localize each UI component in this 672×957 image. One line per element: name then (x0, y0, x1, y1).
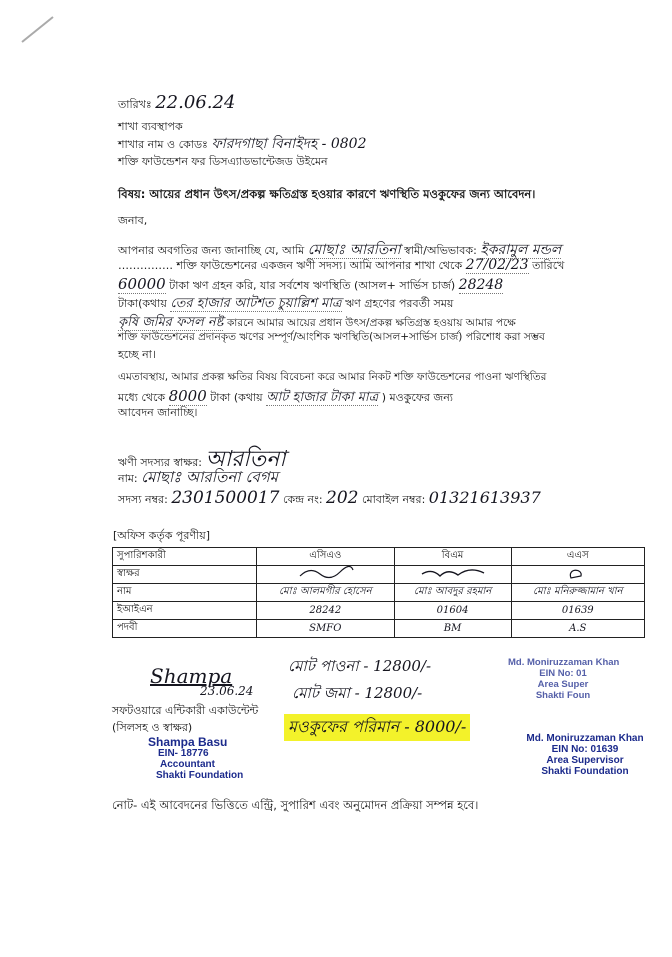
row-label: নাম (113, 584, 257, 602)
stamp-org: Shakti Foundation (156, 770, 244, 781)
table-row (113, 602, 645, 620)
balance-amount: 28248 (458, 277, 504, 293)
stamp-name: Md. Moniruzzaman Khan (526, 733, 644, 744)
stamp-name: Shampa Basu (148, 735, 228, 749)
member-number: 2301500017 (171, 488, 280, 508)
waived-total-note: মওকুফের পরিমান - 8000/- (284, 714, 470, 741)
applicant-name: মোছাঃ আরতিনা (307, 242, 401, 258)
table-cell: 01639 (511, 602, 644, 620)
signature-cell (394, 566, 511, 584)
para1-text-3: শক্তি ফাউন্ডেশনের একজন ঋণী সদস্য। আমি আপনার শাখা থেকে (176, 259, 463, 272)
mobile-number: 01321613937 (428, 488, 541, 507)
salutation: জনাব, (118, 214, 148, 227)
member-name: মোছাঃ আরতিনা বেগম (141, 468, 279, 486)
pen-mark-icon (20, 14, 56, 44)
table-header-cell: বিএম (394, 548, 511, 566)
waive-words: আট হাজার টাকা মাত্র (266, 390, 379, 405)
stamp-title: Accountant (160, 759, 215, 770)
para1-line6: শক্তি ফাউন্ডেশনের প্রদানকৃত ঋণের সম্পূর্ণ/আংশিক ঋণস্থিতি(আসল+সার্ভিস চার্জ) পরিশোধ করা সম্ভব (118, 331, 545, 343)
footer-note: নোট- এই আবেদনের ভিত্তিতে এন্ট্রি, সুপারিশ এবং অনুমোদন প্রক্রিয়া সম্পন্ন হবে। (112, 798, 479, 812)
para1-text-4: তারিখে (532, 259, 565, 272)
centre-label: কেন্দ্র নং: (282, 493, 323, 506)
para1-line3 (118, 275, 503, 296)
para1-text-8: কারনে আমার আয়ের প্রধান উৎস/প্রকল্প ক্ষতিগ্রস্ত হওয়ায় আমার পক্ষে (226, 317, 516, 329)
balance-words: তের হাজার আটশত চুয়াল্লিশ মাত্র (170, 296, 342, 311)
dots: …………… (118, 259, 173, 272)
accountant-sign-date: 23.06.24 (200, 684, 254, 698)
table-cell: BM (394, 620, 511, 638)
cause-of-loss: কৃষি জমির ফসল নষ্ট (118, 315, 224, 330)
area-supervisor-stamp (522, 733, 648, 777)
guardian-name: ইকরামুল মন্ডল (480, 242, 562, 258)
stamp-ein: EIN- 18776 (158, 748, 209, 759)
waive-amount: 8000 (168, 387, 207, 405)
accountant-signature: Shampa (150, 664, 233, 688)
table-cell: মোঃ আলমগীর হোসেন (257, 584, 395, 602)
signature-scribble-icon (563, 566, 593, 580)
para1-line2 (118, 257, 564, 276)
stamp-org: Shakti Foundation (541, 766, 629, 777)
accountant-stamp (148, 737, 248, 781)
para2-text-2: মধ্যে থেকে (118, 391, 166, 404)
stamp-title: Area Supervisor (546, 755, 624, 766)
centre-number: 202 (326, 488, 359, 508)
accountant-line1: সফটওয়ারে এন্টিকারী একাউন্টেন্ট (112, 704, 259, 717)
recipient: শাখা ব্যবস্থাপক (118, 120, 183, 133)
para1-line4 (118, 294, 453, 315)
table-cell: মোঃ আবদুর রহমান (394, 584, 511, 602)
branch-label: শাখার নাম ও কোডঃ (118, 138, 208, 151)
stamp-name: Md. Moniruzzaman Khan (508, 657, 620, 668)
para2-line1: এমতাবস্থায়, আমার প্রকল্প ক্ষতির বিষয় বিবেচনা করে আমার নিকট শক্তি ফাউন্ডেশনের পাওনা ঋণস্থিতির (118, 371, 547, 383)
table-header-cell: এএস (511, 548, 644, 566)
table-cell: 01604 (394, 602, 511, 620)
total-due-note: মোট পাওনা - 12800/- (288, 657, 432, 675)
signature-scribble-icon (418, 566, 488, 580)
signature-cell (511, 566, 644, 584)
date-value: 22.06.24 (155, 92, 236, 113)
row-label: পদবী (113, 620, 257, 638)
recommendation-table (112, 547, 645, 638)
branch-value: ফারদগাছা বিনাইদহ - 0802 (211, 136, 367, 152)
table-row (113, 566, 645, 584)
accountant-line2: (সিলসহ ও স্বাক্ষর) (112, 721, 193, 734)
table-cell: SMFO (257, 620, 395, 638)
stamp-title: Area Super (537, 679, 589, 690)
member-signature: আরতিনা (205, 447, 286, 472)
para1-text-6: টাকা(কথায় (118, 297, 167, 310)
stamp-ein: EIN No: 01639 (551, 744, 619, 755)
para2-text-3: টাকা (কথায় (210, 391, 263, 404)
member-number-line (118, 488, 541, 510)
para1-text-1: আপনার অবগতির জন্য জানাচ্ছি যে, আমি (118, 244, 305, 257)
para1-text-7: ঋণ গ্রহণের পরবর্তী সময় (345, 297, 454, 310)
table-header-row (113, 548, 645, 566)
member-signature-label: ঋণী সদস্যর স্বাক্ষর: (118, 456, 202, 469)
para2-line3: আবেদন জানাচ্ছি। (118, 406, 198, 419)
table-cell: A.S (511, 620, 644, 638)
para1-text-2: স্বামী/অভিভাবক: (404, 244, 477, 257)
table-row (113, 620, 645, 638)
para1-line7: হচ্ছে না। (118, 348, 156, 361)
para1-text-5: টাকা ঋণ গ্রহন করি, যার সর্বশেষ ঋণস্থিতি (আসল+ সার্ভিস চার্জ) (169, 279, 456, 292)
member-name-label: নাম: (118, 472, 138, 485)
stamp-ein: EIN No: 01 (539, 668, 587, 679)
area-supervisor-stamp-faded (508, 657, 618, 701)
date-line (118, 92, 235, 115)
subject: বিষয়: আয়ের প্রধান উৎস/প্রকল্প ক্ষতিগ্রস্ত হওয়ার কারণে ঋণস্থিতি মওকুফের জন্য আবেদন। (118, 187, 536, 201)
row-label: ইআইএন (113, 602, 257, 620)
member-number-label: সদস্য নম্বর: (118, 493, 168, 506)
table-header-cell: এসিএও (257, 548, 395, 566)
stamp-org: Shakti Foun (535, 690, 591, 701)
org-line: শক্তি ফাউন্ডেশন ফর ডিসএ্যাডভান্টেজড উইমেন (118, 155, 328, 168)
table-header-cell: সুপারিশকারী (113, 548, 257, 566)
office-note: [অফিস কর্তৃক পূরণীয়] (113, 529, 210, 542)
table-cell: 28242 (257, 602, 395, 620)
para2-text-4: ) মওকুফের জন্য (381, 391, 453, 404)
row-label: স্বাক্ষর (113, 566, 257, 584)
total-recovery-note: মোট জমা - 12800/- (292, 684, 423, 702)
date-label: তারিখঃ (118, 98, 152, 111)
loan-date: 27/02/23 (465, 257, 529, 273)
table-row (113, 584, 645, 602)
loan-amount: 60000 (118, 275, 166, 293)
signature-cell (257, 566, 395, 584)
table-cell: মোঃ মনিরুজ্জামান খান (511, 584, 644, 602)
signature-scribble-icon (295, 566, 355, 580)
mobile-label: মোবাইল নম্বর: (362, 493, 426, 506)
